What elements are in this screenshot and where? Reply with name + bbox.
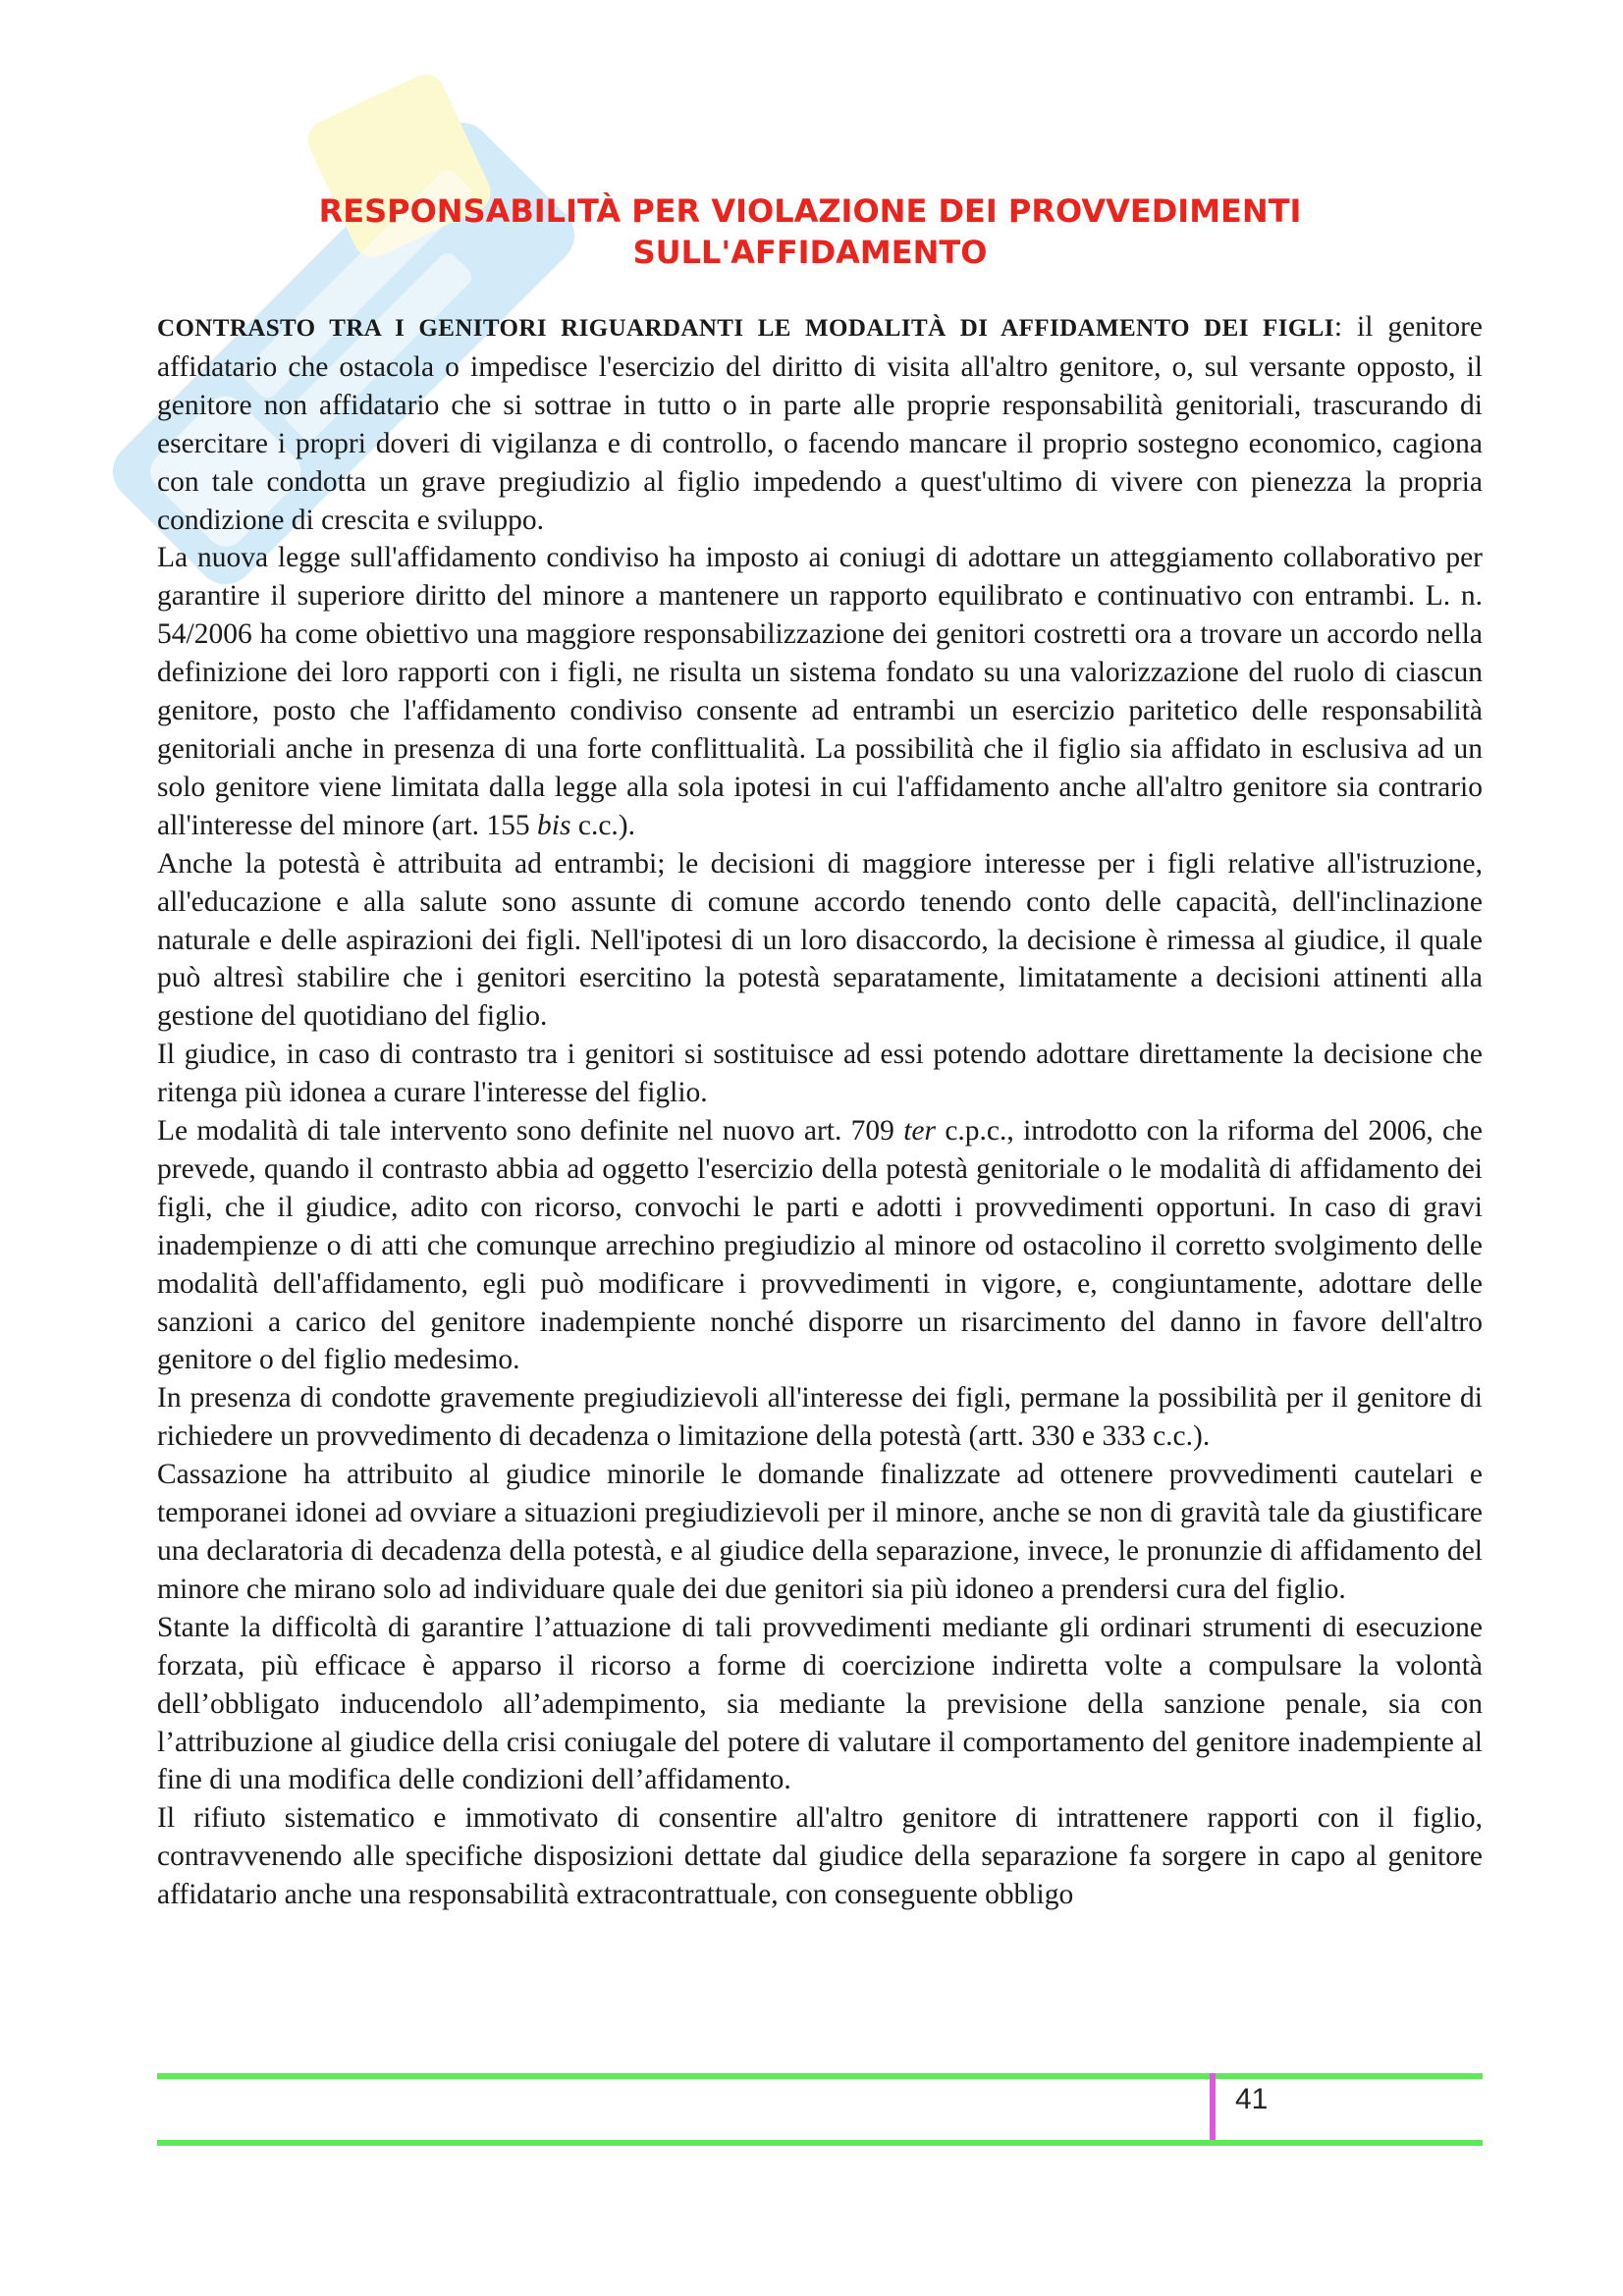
footer-vertical-bar <box>1210 2073 1216 2146</box>
footer-divider-bottom <box>157 2140 1483 2146</box>
paragraph-7: Stante la difficoltà di garantire l’attuazione di tali provvedimenti mediante gli ordinari strumenti di esecuzione forzata, più efficace è apparso il ricorso a forme di coercizione indiretta volte a compulsare la volontà dell’obbligato inducendolo all’adempimento, sia mediante la previsione della sanzione penale, sia con l’attribuzione al giudice della crisi coniugale del potere di valutare il comportamento del genitore inadempiente al fine di una modifica delle condizioni dell’affidamento. <box>157 1611 1483 1796</box>
paragraph-1-italic: bis <box>537 809 571 841</box>
paragraph-4-italic: ter <box>903 1115 937 1148</box>
lead-heading: CONTRASTO TRA I GENITORI RIGUARDANTI LE MODALITÀ DI AFFIDAMENTO DEI FIGLI <box>157 315 1334 342</box>
paragraph-4-start: Le modalità di tale intervento sono definite nel nuovo art. 709 <box>157 1115 904 1148</box>
paragraph-4 <box>157 1112 1483 1379</box>
paragraph-3: Il giudice, in caso di contrasto tra i genitori si sostituisce ad essi potendo adottare direttamente la decisione che ritenga più idonea a curare l'interesse del figlio. <box>157 1039 1483 1109</box>
title-line-1: RESPONSABILITÀ PER VIOLAZIONE DEI PROVVEDIMENTI <box>318 192 1302 230</box>
paragraph-1-end: c.c.). <box>570 809 635 841</box>
page-title <box>157 190 1463 273</box>
lead-text: : il genitore affidatario che ostacola o impedisce l'esercizio del diritto di visita all'altro genitore, o, sul versante opposto, il genitore non affidatario che si sottrae in tutto o in parte alle proprie responsabilità genitoriali, trascurando di esercitare i propri doveri di vigilanza e di controllo, o facendo mancare il proprio sostegno economico, cagiona con tale condotta un grave pregiudizio al figlio impedendo a quest'ultimo di vivere con pienezza la propria condizione di crescita e sviluppo. <box>157 311 1483 536</box>
paragraph-6: Cassazione ha attribuito al giudice minorile le domande finalizzate ad ottenere provvedimenti cautelari e temporanei idonei ad ovviare a situazioni pregiudizievoli per il minore, anche se non di gravità tale da giustificare una declaratoria di decadenza della potestà, e al giudice della separazione, invece, le pronunzie di affidamento del minore che mirano solo ad individuare quale dei due genitori sia più idoneo a prendersi cura del figlio. <box>157 1459 1483 1605</box>
paragraph-2: Anche la potestà è attribuita ad entrambi; le decisioni di maggiore interesse per i figli relative all'istruzione, all'educazione e alla salute sono assunte di comune accordo tenendo conto delle capacità, dell'inclinazione naturale e delle aspirazioni dei figli. Nell'ipotesi di un loro disaccordo, la decisione è rimessa al giudice, il quale può altresì stabilire che i genitori esercitino la potestà separatamente, limitatamente a decisioni attinenti alla gestione del quotidiano del figlio. <box>157 847 1483 1033</box>
title-line-2: SULL'AFFIDAMENTO <box>632 234 988 271</box>
document-body <box>157 308 1483 1914</box>
footer-divider-top <box>157 2073 1483 2079</box>
paragraph-4-end: c.p.c., introdotto con la riforma del 2006, che prevede, quando il contrasto abbia ad oggetto l'esercizio della potestà genitoriale o le modalità di affidamento dei figli, che il giudice, adito con ricorso, convochi le parti e adotti i provvedimenti opportuni. In caso di gravi inadempienze o di atti che comunque arrechino pregiudizio al minore od ostacolino il corretto svolgimento delle modalità dell'affidamento, egli può modificare i provvedimenti in vigore, e, congiuntamente, adottare delle sanzioni a carico del genitore inadempiente nonché disporre un risarcimento del danno in favore dell'altro genitore o del figlio medesimo. <box>157 1115 1483 1376</box>
lead-paragraph <box>157 308 1483 539</box>
paragraph-1-text: La nuova legge sull'affidamento condiviso ha imposto ai coniugi di adottare un atteggiamento collaborativo per garantire il superiore diritto del minore a mantenere un rapporto equilibrato e continuativo con entrambi. L. n. 54/2006 ha come obiettivo una maggiore responsabilizzazione dei genitori costretti ora a trovare un accordo nella definizione dei loro rapporti con i figli, ne risulta un sistema fondato su una valorizzazione del ruolo di ciascun genitore, posto che l'affidamento condiviso consente ad entrambi un esercizio paritetico delle responsabilità genitoriali anche in presenza di una forte conflittualità. La possibilità che il figlio sia affidato in esclusiva ad un solo genitore viene limitata dalla legge alla sola ipotesi in cui l'affidamento anche all'altro genitore sia contrario all'interesse del minore (art. 155 <box>157 542 1483 841</box>
page-number: 41 <box>1235 2083 1269 2115</box>
paragraph-8: Il rifiuto sistematico e immotivato di consentire all'altro genitore di intrattenere rapporti con il figlio, contravvenendo alle specifiche disposizioni dettate dal giudice della separazione fa sorgere in capo al genitore affidatario anche una responsabilità extracontrattuale, con conseguente obbligo <box>157 1802 1483 1911</box>
paragraph-5: In presenza di condotte gravemente pregiudizievoli all'interesse dei figli, permane la possibilità per il genitore di richiedere un provvedimento di decadenza o limitazione della potestà (artt. 330 e 333 c.c.). <box>157 1382 1483 1453</box>
paragraph-1 <box>157 539 1483 844</box>
